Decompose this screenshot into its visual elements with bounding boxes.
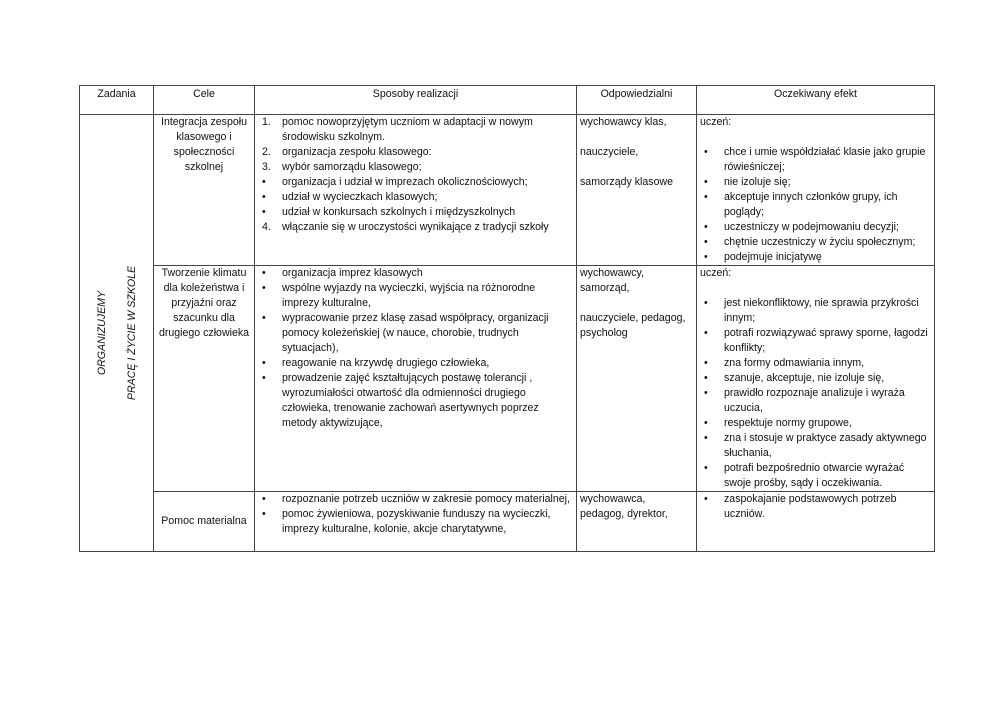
bullet-icon: • [704, 357, 708, 369]
responsible-line: psycholog [580, 327, 628, 339]
bullet-icon: • [704, 327, 708, 339]
header-row [80, 86, 935, 115]
list-item [700, 416, 931, 431]
list-item-text: wybór samorządu klasowego; [282, 161, 422, 173]
list-item [700, 431, 931, 461]
list-item-text: prawidło rozpoznaje analizuje i wyraża uczucia, [724, 387, 905, 414]
methods-cell [255, 492, 577, 552]
list-item-text: jest niekonfliktowy, nie sprawia przykrości innym; [724, 297, 919, 324]
list-item [700, 175, 931, 190]
list-item [258, 281, 573, 311]
responsible-line: nauczyciele, pedagog, [580, 312, 686, 324]
list-marker: 3. [262, 161, 271, 173]
list-item [700, 296, 931, 326]
list-item-text: zna formy odmawiania innym, [724, 357, 865, 369]
list-item [700, 235, 931, 250]
bullet-icon: • [704, 432, 708, 444]
list-item [258, 492, 573, 507]
list-marker: • [262, 357, 266, 369]
plan-table [79, 85, 935, 552]
list-marker: 2. [262, 146, 271, 158]
bullet-icon: • [704, 176, 708, 188]
list-item-text: reagowanie na krzywdę drugiego człowieka, [282, 357, 490, 369]
bullet-icon: • [704, 493, 708, 505]
bullet-icon: • [704, 372, 708, 384]
list-item [700, 220, 931, 235]
list-item [700, 190, 931, 220]
list-item [258, 507, 573, 537]
effect-intro: uczeń: [700, 116, 732, 128]
task-cell [80, 115, 154, 552]
list-item-text: szanuje, akceptuje, nie izoluje się, [724, 372, 885, 384]
list-item [258, 356, 573, 371]
list-item-text: organizacja i udział w imprezach okolicznościowych; [282, 176, 528, 188]
list-item [700, 250, 931, 265]
list-marker: • [262, 267, 266, 279]
goal-cell: Integracja zespołu klasowego i społeczności szkolnej [154, 115, 255, 266]
effects-cell [697, 492, 935, 552]
list-marker: • [262, 176, 266, 188]
list-marker: • [262, 282, 266, 294]
bullet-icon: • [704, 387, 708, 399]
bullet-icon: • [704, 236, 708, 248]
list-item [258, 175, 573, 190]
effects-list [700, 296, 931, 491]
header-cele: Cele [154, 86, 255, 115]
list-item-text: organizacja zespołu klasowego: [282, 146, 432, 158]
list-item [258, 371, 573, 431]
list-item [258, 266, 573, 281]
header-efekt: Oczekiwany efekt [697, 86, 935, 115]
bullet-icon: • [704, 417, 708, 429]
list-item-text: wspólne wyjazdy na wycieczki, wyjścia na różnorodne imprezy kulturalne, [282, 282, 536, 309]
list-item [700, 356, 931, 371]
header-odpowiedzialni: Odpowiedzialni [577, 86, 697, 115]
list-item-text: uczestniczy w podejmowaniu decyzji; [724, 221, 899, 233]
bullet-icon: • [704, 462, 708, 474]
header-zadania: Zadania [80, 86, 154, 115]
list-marker: • [262, 206, 266, 218]
list-item-text: podejmuje inicjatywę [724, 251, 822, 263]
list-marker: • [262, 372, 266, 384]
effects-cell [697, 115, 935, 266]
list-item-text: chętnie uczestniczy w życiu społecznym; [724, 236, 916, 248]
list-item-text: potrafi rozwiązywać sprawy sporne, łagodzi konflikty; [724, 327, 928, 354]
bullet-icon: • [704, 146, 708, 158]
list-item-text: respektuje normy grupowe, [724, 417, 852, 429]
header-sposoby: Sposoby realizacji [255, 86, 577, 115]
responsible-line: wychowawcy, [580, 267, 644, 279]
effects-list [700, 492, 931, 522]
table-row [80, 266, 935, 492]
list-marker: • [262, 312, 266, 324]
responsible-line: samorząd, [580, 282, 630, 294]
list-item [700, 461, 931, 491]
responsible-cell [577, 115, 697, 266]
list-item [258, 145, 573, 160]
list-item [700, 386, 931, 416]
bullet-icon: • [704, 221, 708, 233]
list-item [700, 145, 931, 175]
list-item-text: udział w konkursach szkolnych i międzyszkolnych [282, 206, 516, 218]
list-item-text: organizacja imprez klasowych [282, 267, 423, 279]
list-marker: • [262, 493, 266, 505]
list-marker: 1. [262, 116, 271, 128]
responsible-line: wychowawca, [580, 493, 646, 505]
list-item-text: akceptuje innych członków grupy, ich poglądy; [724, 191, 898, 218]
effect-intro: uczeń: [700, 267, 732, 279]
effects-cell [697, 266, 935, 492]
list-marker: 4. [262, 221, 271, 233]
list-item-text: prowadzenie zajęć kształtujących postawę tolerancji , wyrozumiałości otwartość dla odmienności drugiego człowieka, trenowanie zachowań asertywnych poprzez metody aktywizujące, [282, 372, 539, 429]
task-label-line: PRACĘ I ŻYCIE W SZKOLE [125, 265, 138, 401]
table-row [80, 492, 935, 552]
list-item-text: wypracowanie przez klasę zasad współpracy, organizacji pomocy koleżeńskiej (w nauce, chorobie, trudnych sytuacjach), [282, 312, 549, 354]
methods-list [258, 266, 573, 431]
responsible-cell [577, 492, 697, 552]
bullet-icon: • [704, 297, 708, 309]
methods-list [258, 115, 573, 235]
goal-cell: Tworzenie klimatu dla koleżeństwa i przyjaźni oraz szacunku dla drugiego człowieka [154, 266, 255, 492]
task-label [87, 266, 147, 400]
list-item-text: włączanie się w uroczystości wynikające z tradycji szkoły [282, 221, 549, 233]
table-row [80, 115, 935, 266]
list-item-text: chce i umie współdziałać klasie jako grupie rówieśniczej; [724, 146, 926, 173]
responsible-line: nauczyciele, [580, 146, 639, 158]
list-item-text: nie izoluje się; [724, 176, 791, 188]
methods-cell [255, 115, 577, 266]
list-item [700, 326, 931, 356]
list-item [700, 492, 931, 522]
responsible-cell [577, 266, 697, 492]
responsible-line: wychowawcy klas, [580, 116, 667, 128]
list-item-text: rozpoznanie potrzeb uczniów w zakresie pomocy materialnej, [282, 493, 570, 505]
bullet-icon: • [704, 251, 708, 263]
list-item [258, 115, 573, 145]
list-item-text: udział w wycieczkach klasowych; [282, 191, 438, 203]
list-item [258, 190, 573, 205]
list-item-text: pomoc nowoprzyjętym uczniom w adaptacji w nowym środowisku szkolnym. [282, 116, 533, 143]
list-item [258, 160, 573, 175]
list-item [258, 220, 573, 235]
list-item-text: potrafi bezpośrednio otwarcie wyrażać swoje prośby, sądy i oczekiwania. [724, 462, 905, 489]
list-item-text: zna i stosuje w praktyce zasady aktywnego słuchania, [724, 432, 927, 459]
list-item [700, 371, 931, 386]
list-marker: • [262, 508, 266, 520]
list-item-text: pomoc żywieniowa, pozyskiwanie funduszy na wycieczki, imprezy kulturalne, kolonie, akcje charytatywne, [282, 508, 551, 535]
task-label-line: ORGANIZUJEMY [95, 290, 108, 376]
methods-list [258, 492, 573, 537]
list-item [258, 311, 573, 356]
goal-cell: Pomoc materialna [154, 492, 255, 552]
responsible-line: pedagog, dyrektor, [580, 508, 668, 520]
list-item [258, 205, 573, 220]
list-marker: • [262, 191, 266, 203]
list-item-text: zaspokajanie podstawowych potrzeb uczniów. [724, 493, 897, 520]
methods-cell [255, 266, 577, 492]
effects-list [700, 145, 931, 265]
bullet-icon: • [704, 191, 708, 203]
responsible-line: samorządy klasowe [580, 176, 674, 188]
